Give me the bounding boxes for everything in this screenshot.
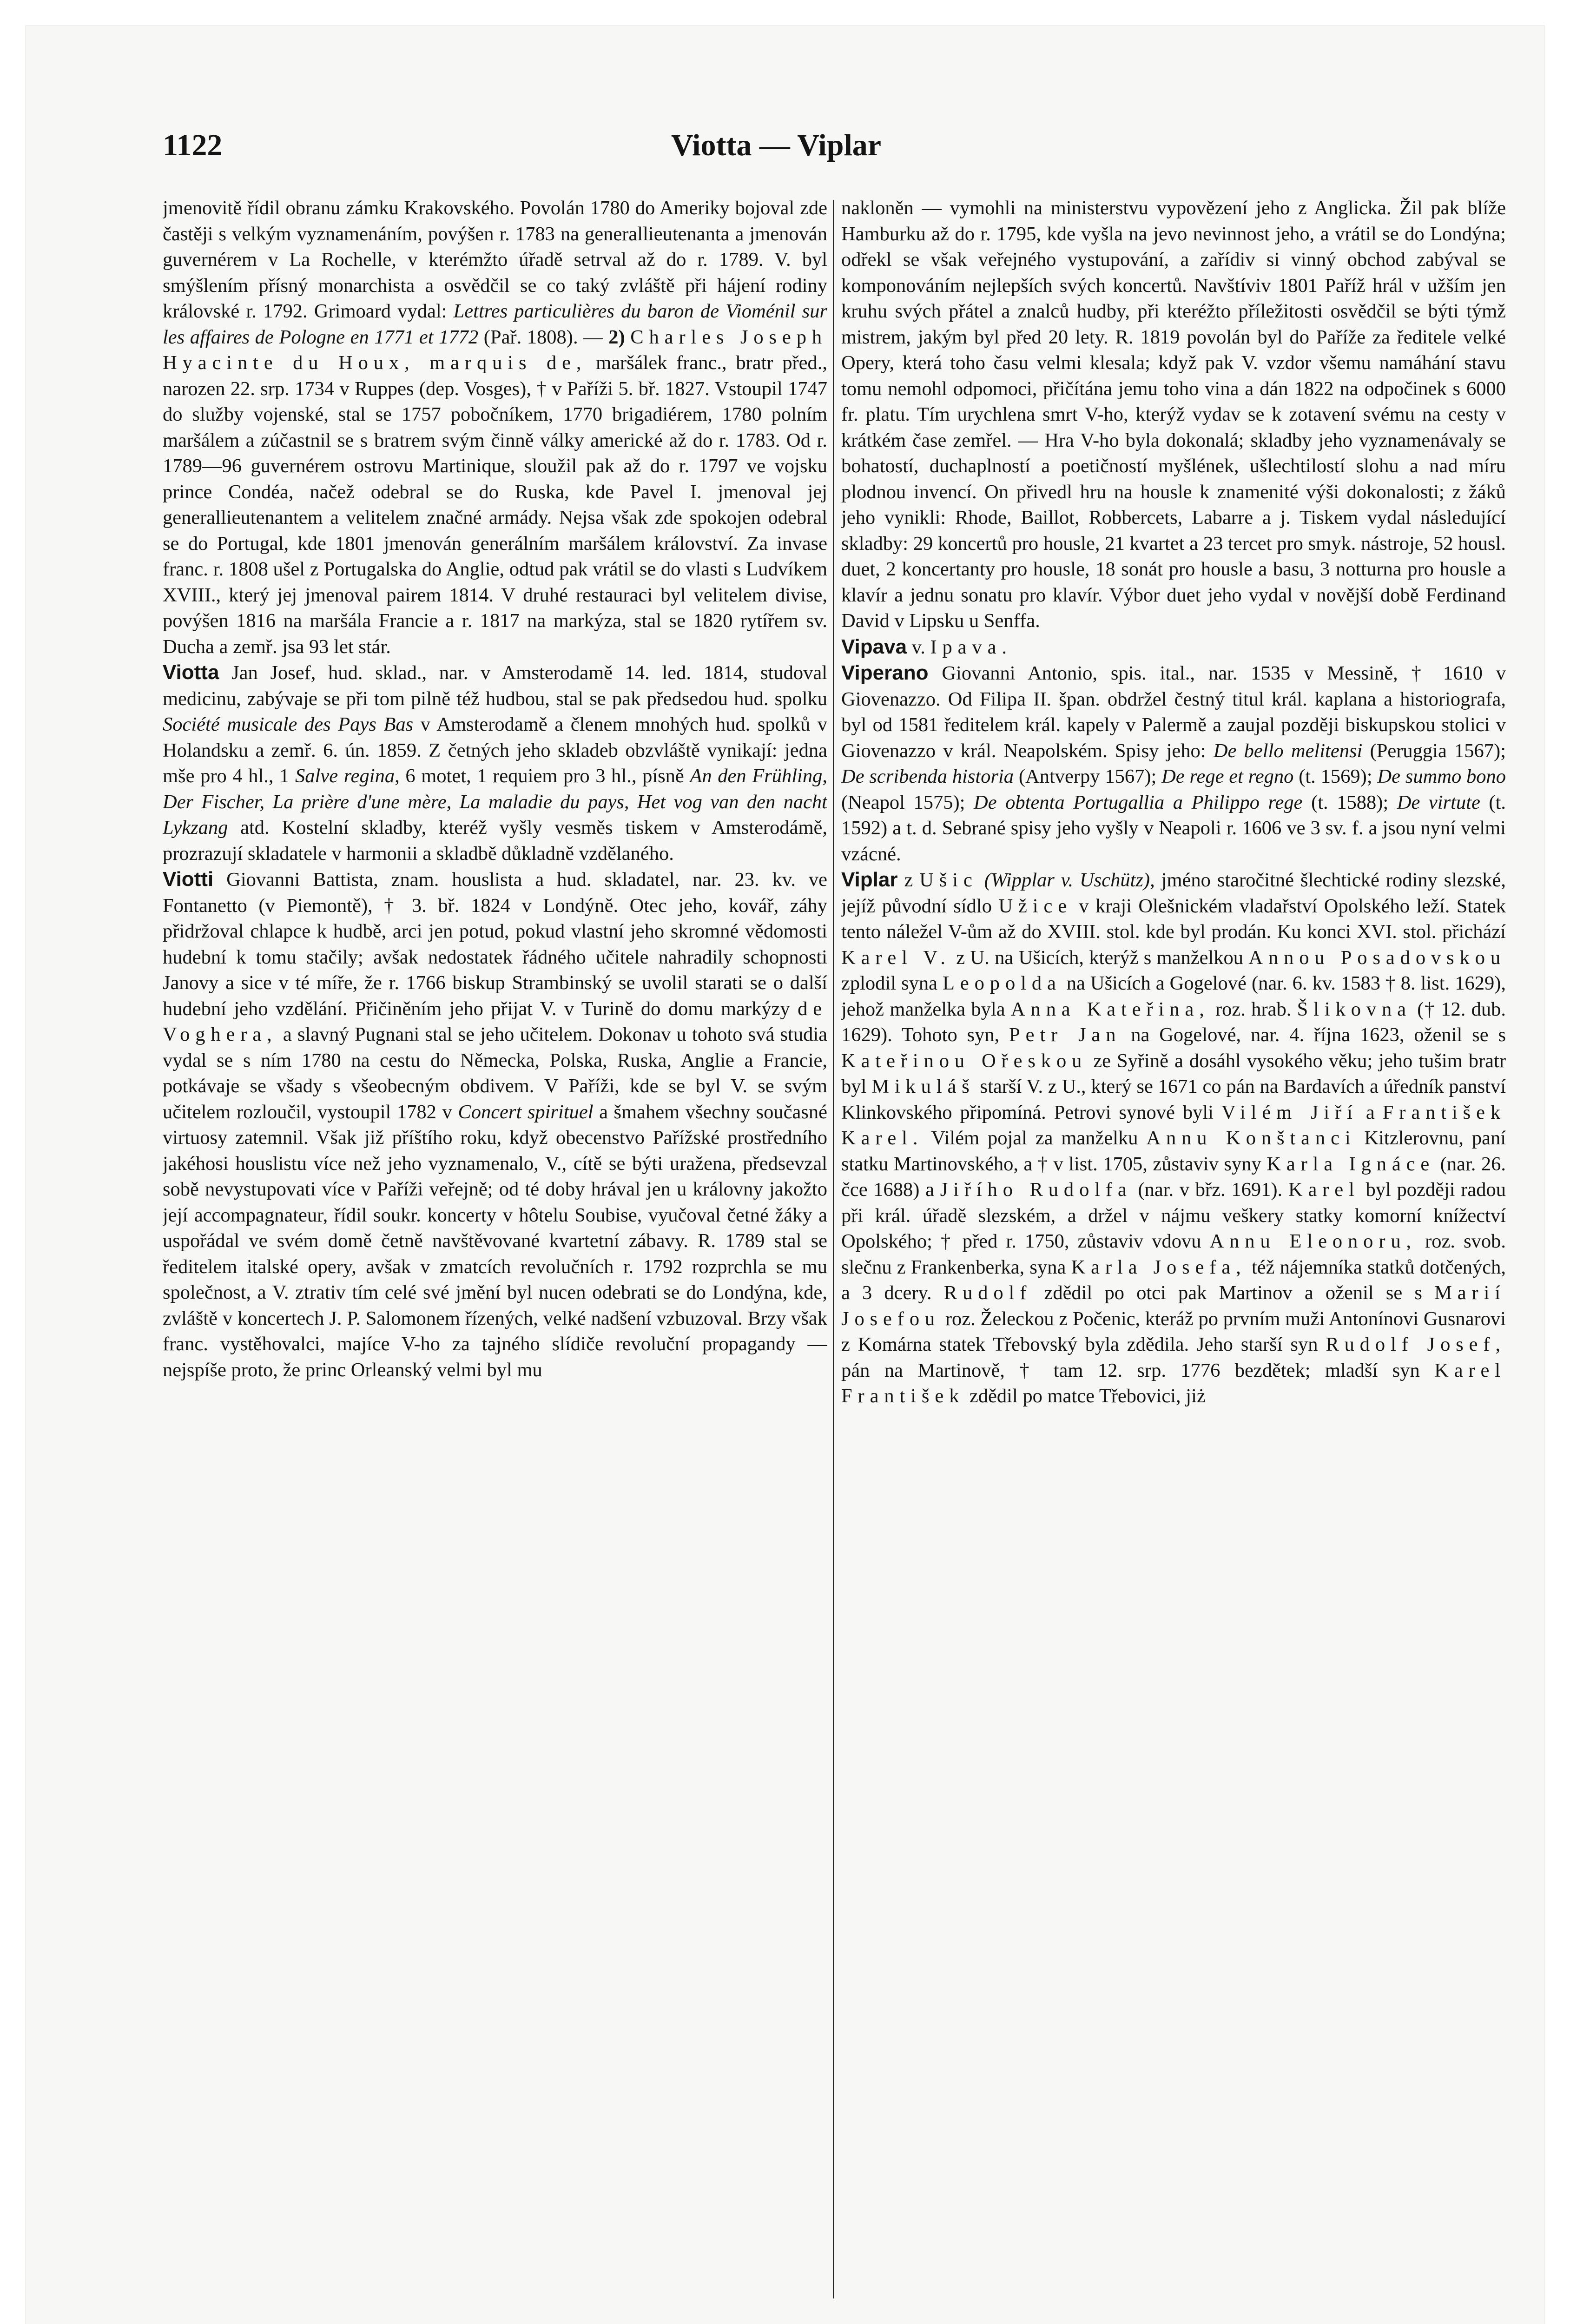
entry-text: Vilém pojal za manželku: [931, 1127, 1138, 1149]
entry-italic-title: De obtenta Portugallia a Philippo rege: [974, 791, 1303, 813]
headword: Viplar: [841, 868, 898, 891]
spaced-name: Marií Josefou: [841, 1282, 1506, 1330]
entry-text: (Pař. 1808). —: [483, 326, 603, 348]
entry-text: též nájemníka statků dotčených, a 3 dcery.: [841, 1256, 1506, 1304]
headword: Vipava: [841, 635, 907, 658]
cross-reference: Ipava.: [930, 636, 1012, 658]
spaced-name: František Karel.: [841, 1101, 1506, 1149]
spaced-name: Kateřinou Ořeskou: [841, 1050, 1088, 1072]
spaced-name: Rudolf Josef,: [1326, 1334, 1506, 1355]
entry-text: (Neapol 1575);: [841, 791, 965, 813]
headword: Viotta: [163, 661, 219, 684]
spaced-name: Rudolf: [943, 1282, 1032, 1304]
spaced-name: Petr Jan: [1009, 1024, 1121, 1046]
entry-text: z: [904, 869, 913, 891]
entry-italic-title: De virtute: [1397, 791, 1480, 813]
entry-text: roz. Želeckou z Počenic, kteráž po prvním muži Antonínovi Gusnarovi z Komárna statek Třebovský byla zdědila. Jeho starší syn: [841, 1307, 1506, 1355]
entry-text: (nar. v břz. 1691).: [1138, 1179, 1283, 1201]
entry-text: maršálek franc., bratr před., narozen 22. srp. 1734 v Ruppes (dep. Vosges), † v Paříži 5. bř. 1827. Vstoupil 1747 do služby vojenské, stal se 1757 pobočníkem, 1770 brigadiérem, 1780 polním maršálem a zúčastnil se s bratrem svým činně války americké až do r. 1783. Od r. 1789—96 guvernérem ostrovu Martinique, sloužil pak až do r. 1797 ve vojsku prince Condéa, načež odebral se do Ruska, kde Pavel I. jmenoval jej generallieutenantem a velitelem značné armády. Nejsa však zde spokojen odebral se do Portugal, kde 1801 jmenován generálním maršálem království. Za invase franc. r. 1808 ušel z Portugalska do Anglie, odtud pak vrátil se do vlasti s Ludvíkem XVIII., který jej jmenoval pairem 1814. V druhé restauraci byl velitelem divise, povýšen 1816 na maršála Francie a r. 1817 na markýza, stal se 1820 rytířem sv. Ducha a zemř. jsa 93 let stár.: [163, 352, 827, 658]
entry-text: a slavný Pugnani stal se jeho učitelem. Dokonav u tohoto svá studia vydal se s ním 1780 na cestu do Německa, Polska, Ruska, Anglie a Francie, potkávaje se všady s všeobecným obdivem. V Paříži, kde se byl V. se svým učitelem rozloučil, vystoupil 1782 v: [163, 1023, 827, 1123]
entry-text: Giovanni Battista, znam. houslista a hud. skladatel, nar. 23. kv. ve Fontanetto (v Piemontě), † 3. bř. 1824 v Londýně. Otec jeho, kovář, záhy přidržoval chlapce k hudbě, arci jen potud, pokud vlastní jeho skromné vědomosti hudební k tomu stačily; avšak nedostatek řádného učitele nahradily schopnosti Janovy a sice v té míře, že r. 1766 biskup Strambinský se uvolil starati se o další hudební jeho vzdělání. Přičiněním jeho přijat V. v Turině do domu markýzy: [163, 869, 827, 1020]
entry-italic-title: (Wipplar v. Uschütz),: [984, 869, 1155, 891]
spaced-name: de Voghera,: [163, 997, 827, 1045]
entry-text: (t. 1588);: [1311, 791, 1389, 813]
entry-text: zdědil po matce Třebovici, jiż: [969, 1385, 1206, 1407]
subentry-number: 2): [608, 326, 625, 348]
entry-text: a: [1366, 1101, 1375, 1123]
entry-text: starší V. z U., který se 1671 co pán na Bardavích a úředník panství Klinkovského připomíná. Petrovi synové byli: [841, 1076, 1506, 1123]
entry-text: pán na Martinově, † tam 12. srp. 1776 bezdětek; mladší syn: [841, 1359, 1420, 1381]
entry-text: a šmahem všechny současné virtuosy zatemnil. Však již příštího roku, když obecenstvo Pařížské prostředního jakéhosi houslistu více než jeho vyznamenalo, V., cítě se býti uražena, předsevzal sobě nevystupovati více v Paříži veřejně; od té doby hrával jen u královny jakožto její accompagnateur, řídil soukr. koncerty v hôtelu Soubise, vyučoval četné žáky a uspořádal ve svém domě četně navštěvované kvartetní zábavy. R. 1789 stal se ředitelem italské opery, avšak v zmatcích revolučních r. 1792 rozprchla se mu společnost, a V. ztrativ tím celé své jmění byl nucen odebrati se do Londýna, kde, zvláště v koncertech J. P. Salomonem řízených, velké nadšení vzbuzoval. Brzy však franc. vystěhovalci, majíce V-ho za tajného slídiče revoluční propagandy — nejspíše proto, že princ Orleanský velmi byl mu: [163, 1101, 827, 1381]
entry-viperano: [841, 660, 1506, 867]
entry-text: (Antverpy 1567);: [1018, 766, 1157, 787]
entry-text: , 6 motet, 1 requiem pro 3 hl., písně: [395, 765, 684, 787]
spaced-name: Mikuláš: [871, 1076, 975, 1097]
entry-text: na Ušicích a Gogelové (nar. 6. kv. 1583 † 8. list. 1629), jehož manželka byla: [841, 972, 1506, 1020]
entry-italic-title: De scribenda historia: [841, 766, 1014, 787]
spaced-name: Užice: [998, 895, 1072, 917]
entry-text: (t. 1592) a t. d. Sebrané spisy jeho vyšly v Neapoli r. 1606 ve 3 sv. f. a jsou nyní velmi vzácné.: [841, 791, 1506, 865]
entry-text: v kraji Olešnickém vladařství Opolského leží. Statek tento náležel V-ům až do XVIII. stol. kde byl prodán. Ku konci XVI. stol. přichází: [841, 895, 1506, 943]
entry-italic-title: Lettres particulières du baron de Vioménil sur les affaires de Pologne en 1771 et 1772: [163, 300, 827, 348]
entry-text: zplodil syna: [841, 972, 937, 994]
spaced-name: Karla Ignáce: [1267, 1153, 1435, 1175]
left-column: [163, 195, 827, 2301]
entry-text: roz. svob. slečnu z Frankenberka, syna: [841, 1230, 1506, 1278]
entry-text: Jan Josef, hud. sklad., nar. v Amsterodamě 14. led. 1814, studoval medicinu, zabývaje se při tom pilně též hudbou, stal se pak předsedou hud. spolku: [163, 662, 827, 710]
entry-text: Giovanni Antonio, spis. ital., nar. 1535 v Messině, † 1610 v Giovenazzo. Od Filipa II. špan. obdržel čestný titul král. kaplana a historiografa, byl od 1581 ředitelem král. kapely v Palermě a zaujal později biskupskou stolici v Giovenazzo v král. Neapolském. Spisy jeho:: [841, 662, 1506, 762]
entry-text: nakloněn — vymohli na ministerstvu vypovězení jeho z Anglicka. Žil pak blíže Hamburku až do r. 1795, kde vyšla na jevo nevinnost jeho, a vrátil se do Londýna; odřekl se však veřejného vystupování, a zařídiv si vinný obchod zabýval se komponováním nejlepších svých koncertů. Navštíviv 1801 Paříž hrál v užším jen kruhu svých přátel a znalců hudby, při kteréžto příležitosti osvědčil se býti týmž mistrem, jakým byl před 20 lety. R. 1819 povolán byl do Paříže za ředitele velké Opery, která toho času velmi klesala; když pak V. vzdor všemu namáhání stavu tomu nemohl odpomoci, přičítána jemu toho vina a dán 1822 na odpočinek s 6000 fr. platu. Tím urychlena smrt V-ho, kterýž vydav se k zotavení svému na cesty v krátkém čase zemřel. — Hra V-ho byla dokonalá; skladby jeho vyznamenávaly se bohatostí, duchaplností a poetičností myšlének, ušlechtilostí slohu a nad míru plodnou invencí. On přivedl hru na housle k znamenité výši dokonalosti; z žáků jeho vynikli: Rhode, Baillot, Robbercets, Labarre a j. Tiskem vydal následující skladby: 29 koncertů pro housle, 21 kvartet a 23 tercet pro smyk. nástroje, 52 housl. duet, 2 koncertanty pro housle, 18 sonát pro housle a basu, 3 notturna pro housle a klavír a jednu sonatu pro klavír. Výbor duet jeho vydal v novější době Ferdinand David v Lipsku u Senffa.: [841, 197, 1506, 632]
entry-text: atd. Kostelní skladby, kteréž vyšly vesměs tiskem v Amsterodámě, prozrazují skladatele v harmonii a skladbě důkladně vzdělaného.: [163, 817, 827, 865]
entry-italic-title: Concert spirituel: [458, 1101, 594, 1123]
entry-text: v Amsterodamě a členem mnohých hud. spolků v Holandsku a zemř. 6. ún. 1859. Z četných jeho skladeb obzvláště vynikají: jedna mše pro 4 hl., 1: [163, 713, 827, 787]
entry-italic-title: An den Frühling, Der Fischer, La prière d'une mère, La maladie du pays, Het vog van den nacht Lykzang: [163, 765, 827, 838]
spaced-name: Anna Kateřina,: [1010, 998, 1210, 1020]
spaced-name: Karla Josefa,: [1071, 1256, 1247, 1278]
spaced-name: Karel František: [841, 1359, 1506, 1407]
entry-text: zdědil po otci pak Martinov a oženil se s: [1044, 1282, 1422, 1304]
spaced-name: Jiřího Rudolfa: [940, 1179, 1132, 1201]
spaced-name: Annu Konštanci: [1146, 1127, 1356, 1149]
spaced-name: Ušic: [919, 869, 978, 891]
entry-text: roz. hrab.: [1215, 998, 1292, 1020]
column-divider: [833, 200, 834, 2298]
entry-text: (Peruggia 1567);: [1370, 739, 1506, 762]
entry-text: (nar. 26. čce 1688) a: [841, 1153, 1506, 1201]
entry-text: byl později radou při král. úřadě slezském, a držel v nájmu veškery statky komorní knížectví Opolského; † před r. 1750, zůstaviv vdovu: [841, 1179, 1506, 1252]
running-header: [163, 128, 1390, 179]
spaced-name: Karel V.: [841, 946, 951, 969]
spaced-name: Annu Eleonoru,: [1209, 1230, 1417, 1252]
entry-italic-title: Salve regina: [295, 765, 395, 787]
entry-italic-title: De bello melitensi: [1213, 739, 1363, 762]
entry-italic-title: Société musicale des Pays Bas: [163, 713, 414, 735]
entry-text: (t. 1569);: [1299, 766, 1372, 787]
entry-italic-title: De rege et regno: [1161, 766, 1294, 787]
entry-text: v.: [911, 636, 925, 658]
entry-text: jmenovitě řídil obranu zámku Krakovského. Povolán 1780 do Ameriky bojoval zde častěji s velkým vyznamenáním, povýšen r. 1783 na generallieutenanta a jmenován guvernérem v La Rochelle, v kterémžto úřadě setrval až do r. 1789. V. byl smýšlením přísný monarchista a osvědčil se co taký zvláště při hájení rodiny královské r. 1792. Grimoard vydal:: [163, 197, 827, 322]
entry-viotti-continued: [841, 195, 1506, 634]
spaced-name: Annou Posadovskou: [1248, 946, 1506, 969]
entry-viotti: [163, 866, 827, 1383]
spaced-name: Vilém Jiří: [1221, 1101, 1358, 1123]
page-title: Viotta — Viplar: [671, 128, 882, 162]
entry-text: jméno staročitné šlechtické rodiny slezské, jejíž původní sídlo: [841, 869, 1506, 917]
spaced-name: Leopolda: [943, 972, 1062, 994]
spaced-name: Šlikovna: [1297, 998, 1412, 1020]
entry-text: z U. na Ušicích, kterýž s manželkou: [956, 946, 1244, 969]
spaced-name: Karel: [1288, 1179, 1360, 1201]
entry-viotta: [163, 660, 827, 866]
right-column: [841, 195, 1506, 2301]
paragraph-vioménil-1: [163, 195, 827, 660]
entry-text: Kitzlerovnu, paní statku Martinovského, a † v list. 1705, zůstaviv syny: [841, 1127, 1506, 1175]
entry-vipava: [841, 634, 1506, 660]
spaced-name: Charles Joseph Hyacinte du Houx, marquis de,: [163, 326, 827, 374]
entry-text: († 12. dub. 1629). Tohoto syn,: [841, 998, 1506, 1046]
headword: Viotti: [163, 868, 214, 891]
entry-italic-title: De summo bono: [1377, 766, 1506, 787]
headword: Viperano: [841, 661, 929, 684]
entry-viplar: [841, 867, 1506, 1409]
entry-text: na Gogelové, nar. 4. října 1623, oženil se s: [1131, 1024, 1506, 1046]
page-number: 1122: [163, 128, 223, 162]
entry-text: ze Syřině a dosáhl vysokého věku; jeho tušim bratr byl: [841, 1050, 1506, 1097]
